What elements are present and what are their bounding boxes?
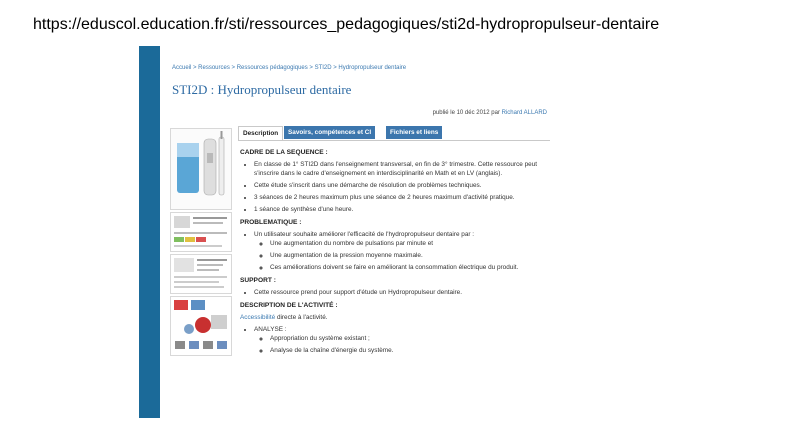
list-item: ◦ Une augmentation du nombre de pulsations par minute et: [270, 239, 550, 248]
activity-heading: DESCRIPTION DE L'ACTIVITÉ :: [240, 302, 338, 309]
page-url-text: https://eduscol.education.fr/sti/ressources_pedagogiques/sti2d-hydropropulseur-dentaire: [33, 16, 660, 33]
cadre-list: [254, 160, 550, 214]
accessibility-link[interactable]: Accessibilité: [240, 314, 276, 321]
problem-sublist: [270, 239, 550, 272]
document-image: [171, 213, 231, 251]
list-item: • 1 séance de synthèse d'une heure.: [254, 205, 550, 214]
diagram-image: [171, 297, 231, 355]
breadcrumb[interactable]: Accueil > Ressources > Ressources pédagogiques > STI2D > Hydropropulseur dentaire: [172, 65, 407, 71]
list-item: ◦ Ces améliorations doivent se faire en améliorant la consommation électrique du produit.: [270, 263, 550, 272]
left-sidebar-band: [139, 46, 160, 418]
page-title: STI2D : Hydropropulseur dentaire: [172, 82, 352, 97]
tab-divider: [238, 140, 550, 141]
tab-savoirs-competences[interactable]: Savoirs, compétences et CI: [284, 126, 375, 139]
diagram-thumbnail[interactable]: [170, 296, 232, 356]
list-item: ◦ Une augmentation de la pression moyenne maximale.: [270, 251, 550, 260]
tab-description[interactable]: Description: [238, 126, 283, 140]
publication-info: [433, 110, 547, 116]
document-thumbnail-2[interactable]: [170, 254, 232, 294]
publication-date: publié le 10 déc 2012 par: [432, 110, 500, 116]
list-item: ◦ Appropriation du système existant ;: [270, 334, 550, 343]
list-item: • En classe de 1° STI2D dans l'enseignement transversal, en fin de 3° trimestre. Cette ressource peut s'inscrire dans le cadre d'enseignement en interdisciplinarité en Math et en LV (anglais).: [254, 160, 550, 178]
screenshot-frame: [139, 46, 561, 418]
page-content: [160, 46, 561, 418]
accessibility-text: directe à l'activité.: [275, 314, 328, 321]
support-heading: SUPPORT :: [240, 277, 276, 284]
analysis-heading: ANALYSE :: [254, 326, 287, 333]
document-thumbnail-1[interactable]: [170, 212, 232, 252]
analysis-list: [254, 325, 550, 355]
problem-intro: Un utilisateur souhaite améliorer l'efficacité de l'hydropropulseur dentaire par :: [254, 231, 475, 238]
list-item: • 3 séances de 2 heures maximum plus une séance de 2 heures maximum d'activité pratique.: [254, 193, 550, 202]
author-link[interactable]: Richard ALLARD: [501, 110, 547, 116]
document-image: [171, 255, 231, 293]
tab-fichiers-liens[interactable]: Fichiers et liens: [386, 126, 442, 139]
problematique-heading: PROBLEMATIQUE :: [240, 219, 302, 226]
accessibility-line: [240, 313, 550, 322]
list-item: • Cette ressource prend pour support d'étude un Hydropropulseur dentaire.: [254, 288, 550, 297]
cadre-heading: CADRE DE LA SEQUENCE :: [240, 149, 328, 156]
problematique-list: [254, 230, 550, 272]
list-item: [254, 325, 550, 355]
list-item: ◦ Analyse de la chaîne d'énergie du système.: [270, 346, 550, 355]
hydropropulseur-image: [171, 129, 231, 209]
analysis-sublist: [270, 334, 550, 355]
list-item: • Cette étude s'inscrit dans une démarche de résolution de problèmes techniques.: [254, 181, 550, 190]
support-list: [254, 288, 550, 297]
product-photo-thumbnail[interactable]: [170, 128, 232, 210]
description-body: [240, 144, 550, 358]
list-item: [254, 230, 550, 272]
